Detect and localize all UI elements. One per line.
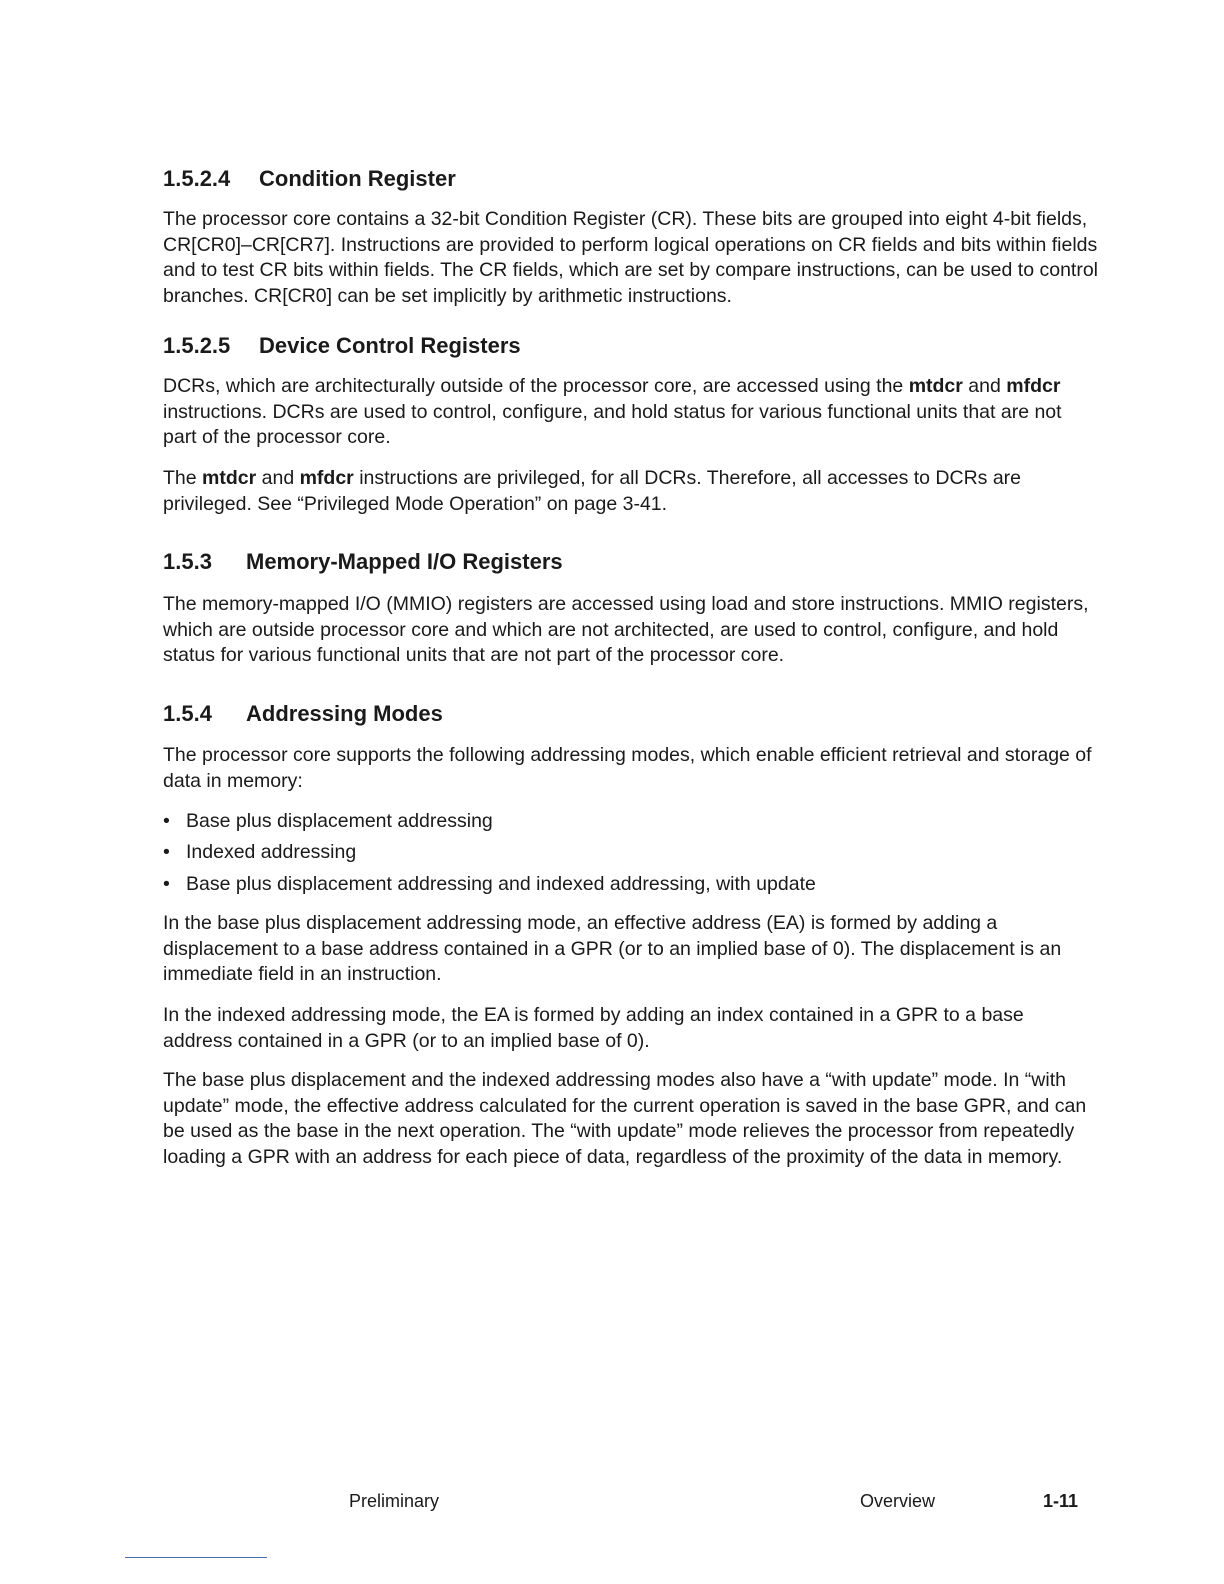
bullet-glyph: • — [163, 810, 170, 832]
text-run: and — [256, 467, 300, 489]
paragraph-with-update: The base plus displacement and the indexed addressing modes also have a “with update” mode. In “with update” mode, the effective address calculated for the current operation is saved in the base GPR, and can be used as the base in the next operation. The “with update” mode relieves the processor from repeatedly loading a GPR with an address for each piece of data, regardless of the proximity of the data in memory. — [163, 1069, 1087, 1168]
bullet-glyph: • — [163, 873, 170, 895]
list-item — [163, 872, 816, 897]
text-run: and — [962, 375, 1007, 397]
instruction-mtdcr: mtdcr — [202, 467, 257, 489]
paragraph-mmio: The memory-mapped I/O (MMIO) registers are accessed using load and store instructions. MMIO registers, which are outside processor core and which are not architected, are used to control, configure, and hold status for various functional units that are not part of the processor core. — [163, 593, 1089, 666]
list-item-text: Indexed addressing — [186, 841, 357, 863]
heading-mmio-registers — [163, 549, 563, 575]
list-item — [163, 809, 493, 834]
paragraph-addressing-intro: The processor core supports the following addressing modes, which enable efficient retrieval and storage of data in memory: — [163, 744, 1092, 792]
footer-chapter: Overview — [860, 1491, 936, 1511]
paragraph-base-displacement: In the base plus displacement addressing mode, an effective address (EA) is formed by adding a displacement to a base address contained in a GPR (or to an implied base of 0). The displacement is an immediate field in an instruction. — [163, 912, 1062, 985]
decorative-rule — [125, 1557, 267, 1558]
text-run: DCRs, which are architecturally outside of the processor core, are accessed using the — [163, 375, 909, 397]
heading-condition-register — [163, 166, 456, 192]
instruction-mfdcr: mfdcr — [299, 467, 354, 489]
heading-title: Addressing Modes — [246, 701, 443, 726]
paragraph-dcr-intro — [163, 374, 1098, 451]
heading-addressing-modes — [163, 701, 443, 727]
list-item-text: Base plus displacement addressing — [186, 810, 493, 832]
text-run: The — [163, 467, 203, 489]
paragraph-indexed: In the indexed addressing mode, the EA is formed by adding an index contained in a GPR to a base address contained in a GPR (or to an implied base of 0). — [163, 1004, 1024, 1052]
heading-device-control-registers — [163, 333, 521, 359]
heading-number: 1.5.2.4 — [163, 166, 231, 191]
bullet-glyph: • — [163, 841, 170, 863]
footer-page-number: 1-11 — [1043, 1491, 1079, 1511]
instruction-mtdcr: mtdcr — [908, 375, 963, 397]
text-run: instructions. DCRs are used to control, configure, and hold status for various functional units that are not part of the processor core. — [163, 400, 1062, 448]
paragraph-condition-register: The processor core contains a 32-bit Condition Register (CR). These bits are grouped into eight 4-bit fields, CR[CR0]–CR[CR7]. Instructions are provided to perform logical operations on CR fields and bits within fields and to test CR bits within fields. The CR fields, which are set by compare instructions, can be used to control branches. CR[CR0] can be set implicitly by arithmetic instructions. — [163, 208, 1099, 307]
heading-title: Memory-Mapped I/O Registers — [246, 549, 563, 574]
heading-number: 1.5.4 — [163, 701, 212, 726]
paragraph-dcr-privileged — [163, 466, 1098, 517]
heading-number: 1.5.2.5 — [163, 333, 231, 358]
heading-title: Device Control Registers — [259, 333, 521, 358]
heading-number: 1.5.3 — [163, 549, 212, 574]
heading-title: Condition Register — [259, 166, 456, 191]
instruction-mfdcr: mfdcr — [1006, 375, 1061, 397]
list-item-text: Base plus displacement addressing and indexed addressing, with update — [186, 873, 816, 895]
footer-status: Preliminary — [349, 1491, 440, 1511]
list-item — [163, 840, 356, 865]
text-run: instructions are privileged, for all DCRs. Therefore, all accesses to DCRs are privileged. See “Privileged Mode Operation” on page 3-41. — [163, 467, 1022, 515]
